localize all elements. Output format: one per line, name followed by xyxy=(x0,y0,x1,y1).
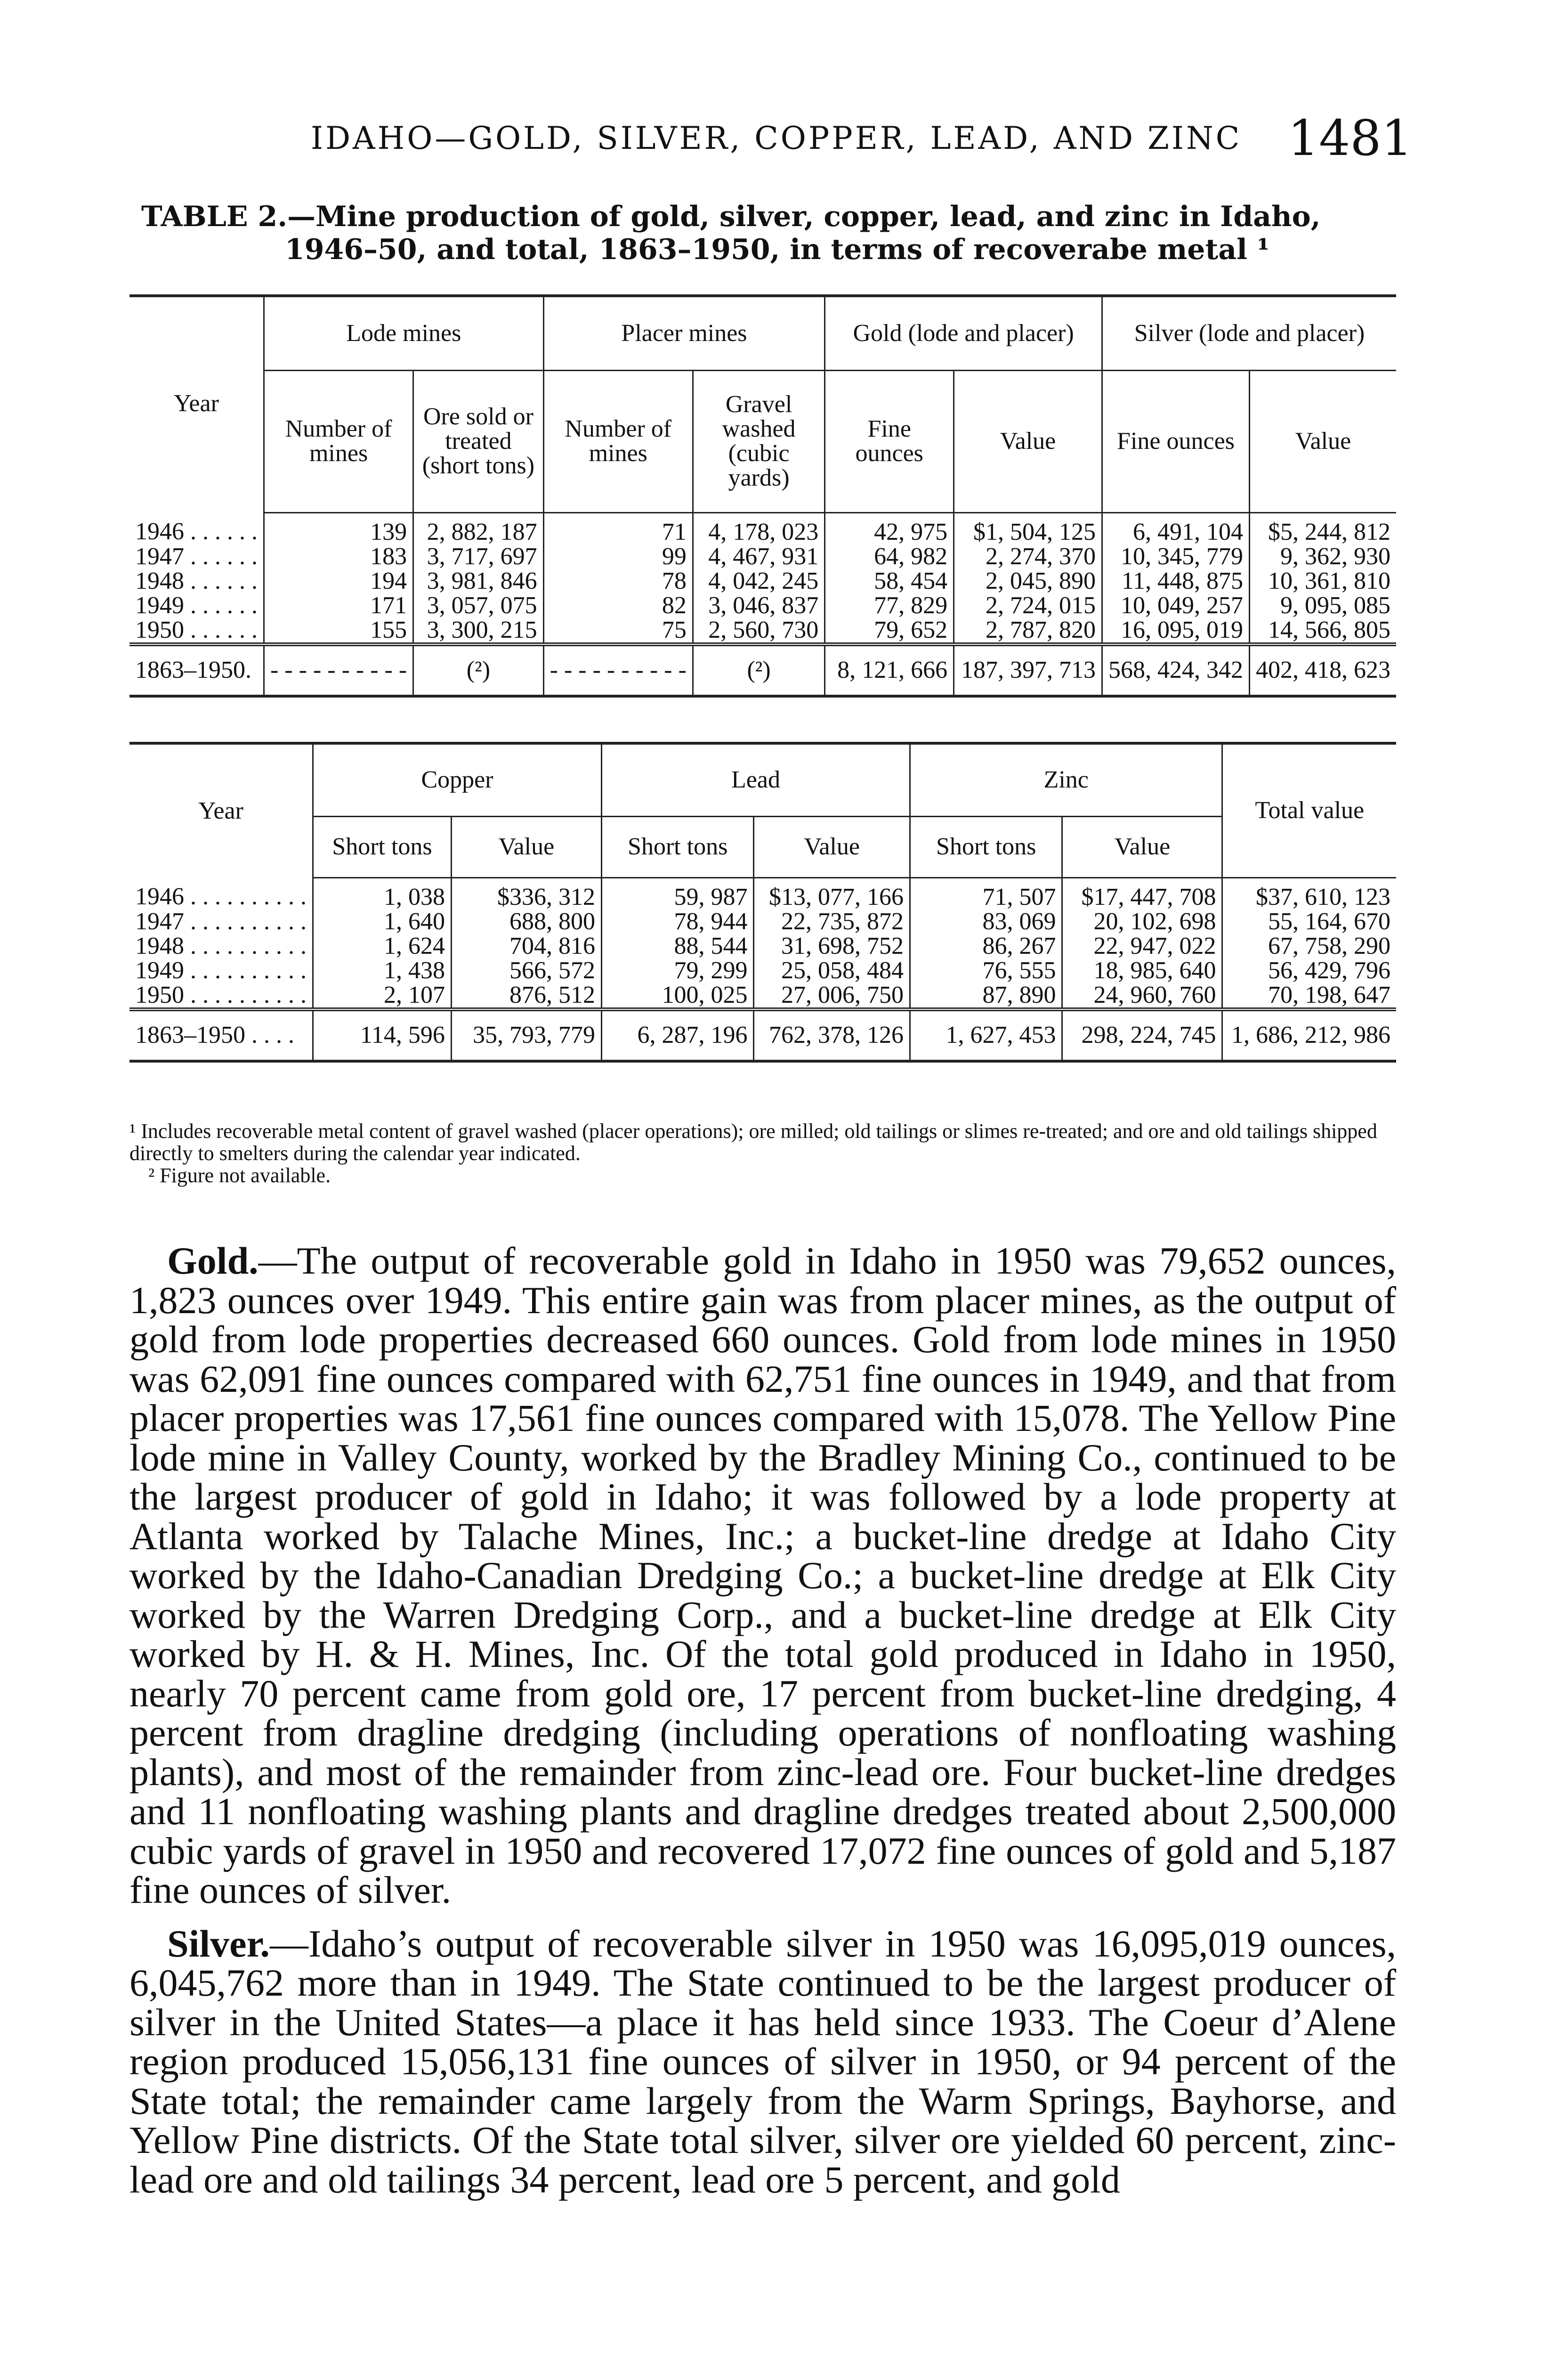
total-row xyxy=(129,644,1396,696)
table-cell: 1, 640 xyxy=(313,910,452,934)
table-cell: 16, 095, 019 xyxy=(1102,618,1249,644)
table-cell: 71, 507 xyxy=(910,877,1062,910)
table-row xyxy=(129,934,1396,958)
table-cell: 10, 049, 257 xyxy=(1102,593,1249,618)
table-cell: $336, 312 xyxy=(451,877,601,910)
group-lead: Lead xyxy=(602,743,910,816)
table-cell: 78, 944 xyxy=(602,910,754,934)
table-cell: 64, 982 xyxy=(825,544,954,569)
table-cell: 59, 987 xyxy=(602,877,754,910)
table-cell: 22, 735, 872 xyxy=(754,910,910,934)
running-header-title: IDAHO—GOLD, SILVER, COPPER, LEAD, AND ZINC xyxy=(311,120,1242,156)
silver-heading: Silver. xyxy=(167,1922,270,1965)
row-year: 1947 . . . . . . . . . . xyxy=(135,908,307,935)
table-cell: 183 xyxy=(264,544,413,569)
table-cell: 18, 985, 640 xyxy=(1062,958,1222,983)
table-cell: 75 xyxy=(543,618,693,644)
total-cell: 1, 686, 212, 986 xyxy=(1222,1009,1396,1061)
paragraph-silver xyxy=(129,1924,1396,2200)
table-cell: 876, 512 xyxy=(451,983,601,1009)
total-row xyxy=(129,1009,1396,1061)
table-cell: 9, 362, 930 xyxy=(1249,544,1396,569)
table-cell: 3, 717, 697 xyxy=(413,544,544,569)
group-placer-mines: Placer mines xyxy=(543,296,825,370)
table-row xyxy=(129,512,1396,544)
col-placer-gravel: Gravel washed (cubic yards) xyxy=(693,370,824,512)
table-row xyxy=(129,877,1396,910)
col-year: Year xyxy=(198,797,243,824)
table-cell: 42, 975 xyxy=(825,512,954,544)
gold-heading: Gold. xyxy=(167,1239,259,1282)
col-lode-ore: Ore sold or treated (short tons) xyxy=(413,370,544,512)
row-year: 1946 . . . . . . . . . . xyxy=(135,883,307,910)
row-year: 1946 . . . . . . xyxy=(135,518,258,545)
table-cell: 155 xyxy=(264,618,413,644)
row-year: 1948 . . . . . . xyxy=(135,567,258,594)
table-cell: 6, 491, 104 xyxy=(1102,512,1249,544)
table-cell: 100, 025 xyxy=(602,983,754,1009)
table-row xyxy=(129,569,1396,593)
row-year: 1948 . . . . . . . . . . xyxy=(135,932,307,959)
total-cell: (²) xyxy=(413,644,544,696)
table-cell: 14, 566, 805 xyxy=(1249,618,1396,644)
footnote-2: ² Figure not available. xyxy=(148,1164,331,1187)
table-cell: 2, 107 xyxy=(313,983,452,1009)
total-cell: 8, 121, 666 xyxy=(825,644,954,696)
total-cell: - - - - - - - - - - xyxy=(543,644,693,696)
row-year: 1947 . . . . . . xyxy=(135,543,258,570)
production-table-copper-lead-zinc xyxy=(129,742,1396,1063)
total-cell: 402, 418, 623 xyxy=(1249,644,1396,696)
total-cell: (²) xyxy=(693,644,824,696)
table-cell: 31, 698, 752 xyxy=(754,934,910,958)
row-year: 1950 . . . . . . . . . . xyxy=(135,981,307,1008)
table-cell: 83, 069 xyxy=(910,910,1062,934)
table-cell: 139 xyxy=(264,512,413,544)
silver-text: —Idaho’s output of recoverable silver in 1950 was 16,095,019 ounces, 6,045,762 more than in 1949. The State continued to be the largest producer of silver in the United States—a place it has held since 1933. The Coeur d’Alene region produced 15,056,131 fine ounces of silver in 1950, or 94 percent of the State total; the remainder came largely from the Warm Springs, Bayhorse, and Yellow Pine districts. Of the State total silver, silver ore yielded 60 percent, zinc-lead ore and old tailings 34 percent, lead ore 5 percent, and gold xyxy=(129,1922,1396,2201)
table-cell: 78 xyxy=(543,569,693,593)
table-cell: 67, 758, 290 xyxy=(1222,934,1396,958)
table-cell: 2, 882, 187 xyxy=(413,512,544,544)
col-lode-number: Number of mines xyxy=(264,370,413,512)
production-table-gold-silver xyxy=(129,294,1396,698)
table-cell: 79, 299 xyxy=(602,958,754,983)
col-gold-ounces: Fine ounces xyxy=(825,370,954,512)
body-text xyxy=(129,1241,1396,2199)
table-row xyxy=(129,544,1396,569)
table-cell: 171 xyxy=(264,593,413,618)
table-caption-line1: TABLE 2.—Mine production of gold, silver, copper, lead, and zinc in Idaho, xyxy=(141,200,1321,233)
col-copper-value: Value xyxy=(451,816,601,877)
table-cell: 22, 947, 022 xyxy=(1062,934,1222,958)
table-cell: 88, 544 xyxy=(602,934,754,958)
total-cell: 762, 378, 126 xyxy=(754,1009,910,1061)
col-total-value: Total value xyxy=(1222,743,1396,877)
row-year: 1949 . . . . . . . . . . xyxy=(135,957,307,984)
table-cell: 4, 178, 023 xyxy=(693,512,824,544)
total-cell: 6, 287, 196 xyxy=(602,1009,754,1061)
total-cell: 187, 397, 713 xyxy=(954,644,1102,696)
table-cell: 10, 361, 810 xyxy=(1249,569,1396,593)
footnote-1: ¹ Includes recoverable metal content of gravel washed (placer operations); ore milled; old tailings or slimes re-treated; and ore and old tailings shipped directly to smelters during the calendar year indicated. xyxy=(129,1120,1377,1165)
total-cell: 568, 424, 342 xyxy=(1102,644,1249,696)
table-cell: 86, 267 xyxy=(910,934,1062,958)
table-cell: 2, 724, 015 xyxy=(954,593,1102,618)
table-cell: 99 xyxy=(543,544,693,569)
table-cell: 566, 572 xyxy=(451,958,601,983)
table2-body xyxy=(129,877,1396,1061)
table-cell: 56, 429, 796 xyxy=(1222,958,1396,983)
page-number: 1481 xyxy=(1288,109,1413,167)
col-gold-value: Value xyxy=(954,370,1102,512)
table-cell: 4, 042, 245 xyxy=(693,569,824,593)
col-lead-tons: Short tons xyxy=(602,816,754,877)
table-cell: 688, 800 xyxy=(451,910,601,934)
footnotes xyxy=(129,1120,1396,1186)
table-cell: 76, 555 xyxy=(910,958,1062,983)
table-cell: 2, 787, 820 xyxy=(954,618,1102,644)
table-cell: 20, 102, 698 xyxy=(1062,910,1222,934)
table-cell: 2, 045, 890 xyxy=(954,569,1102,593)
table-cell: 2, 560, 730 xyxy=(693,618,824,644)
table-caption-line2: 1946–50, and total, 1863–1950, in terms of recoverabe metal ¹ xyxy=(285,233,1270,266)
table-cell: 1, 438 xyxy=(313,958,452,983)
table-cell: 55, 164, 670 xyxy=(1222,910,1396,934)
table-cell: $17, 447, 708 xyxy=(1062,877,1222,910)
row-year: 1950 . . . . . . xyxy=(135,616,258,643)
group-zinc: Zinc xyxy=(910,743,1222,816)
total-cell: 298, 224, 745 xyxy=(1062,1009,1222,1061)
table-cell: 24, 960, 760 xyxy=(1062,983,1222,1009)
col-lead-value: Value xyxy=(754,816,910,877)
table-cell: 58, 454 xyxy=(825,569,954,593)
gold-text: —The output of recoverable gold in Idaho in 1950 was 79,652 ounces, 1,823 ounces over 1949. This entire gain was from placer mines, as the output of gold from lode properties decreased 660 ounces. Gold from lode mines in 1950 was 62,091 fine ounces compared with 62,751 fine ounces in 1949, and that from placer properties was 17,561 fine ounces compared with 15,078. The Yellow Pine lode mine in Valley County, worked by the Bradley Mining Co., continued to be the largest producer of gold in Idaho; it was followed by a lode property at Atlanta worked by Talache Mines, Inc.; a bucket-line dredge at Idaho City worked by the Idaho-Canadian Dredging Co.; a bucket-line dredge at Elk City worked by the Warren Dredging Corp., and a bucket-line dredge at Elk City worked by H. & H. Mines, Inc. Of the total gold produced in Idaho in 1950, nearly 70 percent came from gold ore, 17 percent from bucket-line dredging, 4 percent from dragline dredging (including operations of nonfloating washing plants), and most of the remainder from zinc-lead ore. Four bucket-line dredges and 11 nonfloating washing plants and dragline dredges treated about 2,500,000 cubic yards of gravel in 1950 and recovered 17,072 fine ounces of gold and 5,187 fine ounces of silver. xyxy=(129,1239,1396,1911)
col-silver-ounces: Fine ounces xyxy=(1102,370,1249,512)
table-cell: 704, 816 xyxy=(451,934,601,958)
table-cell: 3, 981, 846 xyxy=(413,569,544,593)
table-cell: 11, 448, 875 xyxy=(1102,569,1249,593)
total-cell: - - - - - - - - - - xyxy=(264,644,413,696)
table-cell: $5, 244, 812 xyxy=(1249,512,1396,544)
group-lode-mines: Lode mines xyxy=(264,296,544,370)
table-row xyxy=(129,910,1396,934)
table-cell: 1, 038 xyxy=(313,877,452,910)
total-label: 1863–1950 . . . . xyxy=(129,1009,313,1061)
table-cell: 3, 046, 837 xyxy=(693,593,824,618)
table-cell: $37, 610, 123 xyxy=(1222,877,1396,910)
table-cell: $13, 077, 166 xyxy=(754,877,910,910)
table-row xyxy=(129,593,1396,618)
table-cell: 70, 198, 647 xyxy=(1222,983,1396,1009)
group-gold: Gold (lode and placer) xyxy=(825,296,1102,370)
table-cell: 27, 006, 750 xyxy=(754,983,910,1009)
group-silver: Silver (lode and placer) xyxy=(1102,296,1396,370)
total-cell: 35, 793, 779 xyxy=(451,1009,601,1061)
table-cell: 2, 274, 370 xyxy=(954,544,1102,569)
total-label: 1863–1950. xyxy=(129,644,264,696)
total-cell: 114, 596 xyxy=(313,1009,452,1061)
col-placer-number: Number of mines xyxy=(543,370,693,512)
table-cell: 194 xyxy=(264,569,413,593)
row-year: 1949 . . . . . . xyxy=(135,592,258,619)
table1-body xyxy=(129,512,1396,696)
col-silver-value: Value xyxy=(1249,370,1396,512)
table-cell: 1, 624 xyxy=(313,934,452,958)
table-cell: 3, 057, 075 xyxy=(413,593,544,618)
col-copper-tons: Short tons xyxy=(313,816,452,877)
table-cell: 87, 890 xyxy=(910,983,1062,1009)
total-cell: 1, 627, 453 xyxy=(910,1009,1062,1061)
table-cell: 3, 300, 215 xyxy=(413,618,544,644)
table-cell: $1, 504, 125 xyxy=(954,512,1102,544)
table-cell: 71 xyxy=(543,512,693,544)
table-cell: 10, 345, 779 xyxy=(1102,544,1249,569)
table-row xyxy=(129,983,1396,1009)
table-cell: 9, 095, 085 xyxy=(1249,593,1396,618)
table-row xyxy=(129,618,1396,644)
col-year: Year xyxy=(174,390,219,417)
col-zinc-value: Value xyxy=(1062,816,1222,877)
table-cell: 77, 829 xyxy=(825,593,954,618)
paragraph-gold xyxy=(129,1241,1396,1910)
col-zinc-tons: Short tons xyxy=(910,816,1062,877)
table-cell: 79, 652 xyxy=(825,618,954,644)
table-cell: 4, 467, 931 xyxy=(693,544,824,569)
table-row xyxy=(129,958,1396,983)
group-copper: Copper xyxy=(313,743,602,816)
table-cell: 82 xyxy=(543,593,693,618)
table-cell: 25, 058, 484 xyxy=(754,958,910,983)
